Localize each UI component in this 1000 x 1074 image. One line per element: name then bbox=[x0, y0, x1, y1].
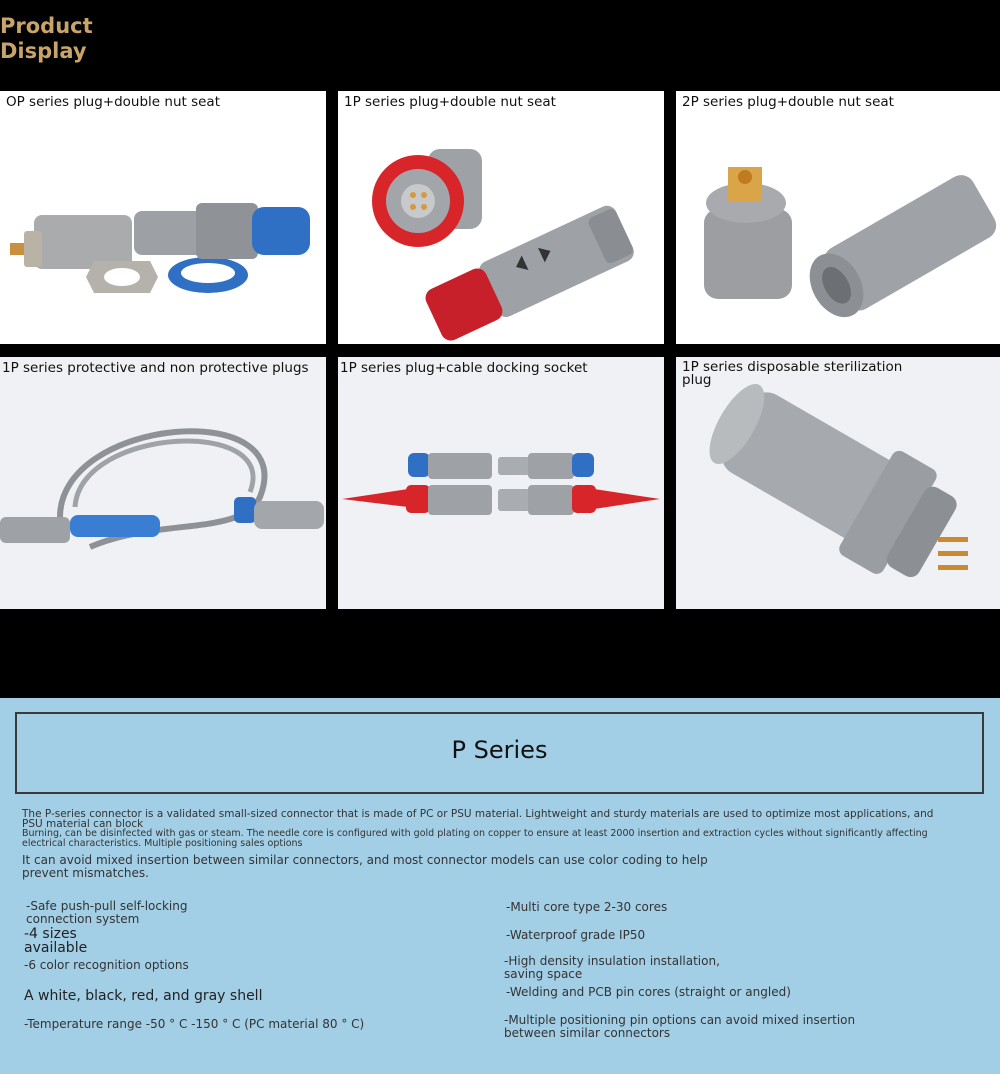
product-image bbox=[0, 91, 326, 344]
tile-caption: 1P series plug+double nut seat bbox=[344, 94, 556, 110]
product-image bbox=[676, 357, 1000, 609]
feature-color-recognition: -6 color recognition options bbox=[24, 958, 189, 972]
tile-caption: 1P series plug+cable docking socket bbox=[340, 360, 588, 376]
feature-high-density: -High density insulation installation, saving space bbox=[504, 954, 720, 981]
tile-caption: OP series plug+double nut seat bbox=[6, 94, 220, 110]
desc-line-4: electrical characteristics. Multiple positioning sales options bbox=[22, 838, 303, 849]
desc-line-1: The P-series connector is a validated small-sized connector that is made of PC or PSU material. Lightweight and sturdy materials are used to optimize most applications, and bbox=[22, 808, 934, 820]
product-image bbox=[338, 357, 664, 609]
feature-waterproof: -Waterproof grade IP50 bbox=[506, 928, 646, 942]
desc-line-6: prevent mismatches. bbox=[22, 866, 149, 880]
feature-sizes: -4 sizes available bbox=[24, 926, 88, 956]
feature-positioning-pins: -Multiple positioning pin options can avoid mixed insertion between similar connectors bbox=[504, 1013, 856, 1040]
tile-caption: 1P series protective and non protective plugs bbox=[2, 360, 309, 376]
product-image bbox=[676, 91, 1000, 344]
p-series-info-section bbox=[0, 698, 1000, 1074]
feature-temperature: -Temperature range -50 ° C -150 ° C (PC material 80 ° C) bbox=[24, 1017, 365, 1031]
feature-multi-core: -Multi core type 2-30 cores bbox=[506, 900, 668, 914]
desc-line-5: It can avoid mixed insertion between similar connectors, and most connector models can use color coding to help bbox=[22, 853, 708, 867]
feature-push-pull: -Safe push-pull self-locking connection system bbox=[26, 899, 188, 926]
title-line-1: Product bbox=[0, 14, 93, 38]
p-series-heading-box bbox=[15, 712, 984, 794]
product-tile-sterilization-plug[interactable] bbox=[676, 357, 1000, 609]
desc-line-2: PSU material can block bbox=[22, 818, 144, 830]
product-tile-protective-plugs[interactable] bbox=[0, 357, 326, 609]
section-title bbox=[0, 14, 93, 64]
feature-shell-colors: A white, black, red, and gray shell bbox=[24, 988, 263, 1004]
title-line-2: Display bbox=[0, 39, 87, 63]
desc-line-3: Burning, can be disinfected with gas or steam. The needle core is configured with gold plating on copper to ensure at least 2000 insertion and extraction cycles without significantly affecting bbox=[22, 828, 928, 839]
feature-welding-pcb: -Welding and PCB pin cores (straight or angled) bbox=[506, 985, 791, 999]
p-series-heading: P Series bbox=[451, 736, 548, 764]
product-tile-cable-docking[interactable] bbox=[338, 357, 664, 609]
tile-caption: 1P series disposable sterilization plug bbox=[682, 359, 903, 388]
tile-caption: 2P series plug+double nut seat bbox=[682, 94, 894, 110]
product-image bbox=[338, 91, 664, 344]
product-tile-2p-double-nut[interactable] bbox=[676, 91, 1000, 344]
product-image bbox=[0, 357, 326, 609]
product-tile-op-double-nut[interactable] bbox=[0, 91, 326, 344]
product-tile-1p-double-nut[interactable] bbox=[338, 91, 664, 344]
